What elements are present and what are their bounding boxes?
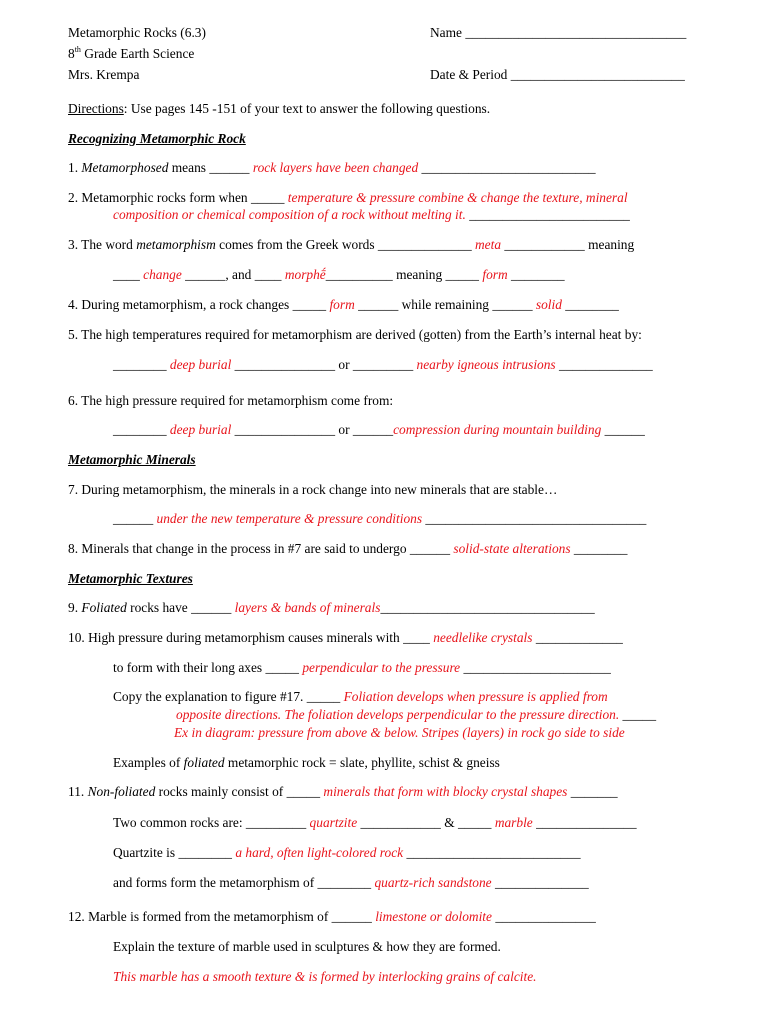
q6-answer-1[interactable]: deep burial xyxy=(169,422,232,437)
date-period-field[interactable]: Date & Period __________________________ xyxy=(430,67,685,82)
question-9 xyxy=(68,599,595,616)
q12-answer-2[interactable]: This marble has a smooth texture & is formed by interlocking grains of calcite. xyxy=(113,969,537,984)
q10-answer-1[interactable]: needlelike crystals xyxy=(433,630,533,645)
q11-text-4: Quartzite is ________ xyxy=(113,845,236,860)
q10-answer-5[interactable]: Ex in diagram: pressure from above & below. Stripes (layers) in rock go side to side xyxy=(174,725,625,740)
question-10-figure-cont xyxy=(176,706,656,723)
q12-text: 12. Marble is formed from the metamorphism of ______ xyxy=(68,909,376,924)
q1-answer[interactable]: rock layers have been changed xyxy=(252,160,419,175)
q11-number: 11. xyxy=(68,784,88,799)
q4-text: 4. During metamorphism, a rock changes _____ xyxy=(68,297,330,312)
question-12-explain: Explain the texture of marble used in sculptures & how they are formed. xyxy=(113,939,501,954)
q11-blank-2: _______________ xyxy=(532,815,637,830)
q10-text-4: Examples of xyxy=(113,755,184,770)
question-10-examples xyxy=(113,754,500,771)
q11-answer-5[interactable]: quartz-rich sandstone xyxy=(374,875,492,890)
q3-blank-2: ______, and ____ xyxy=(181,267,285,282)
question-10-axes xyxy=(113,659,611,676)
q3-answer-meta[interactable]: meta xyxy=(475,237,502,252)
q11-answer-4[interactable]: a hard, often light-colored rock xyxy=(235,845,404,860)
question-6-answer-line xyxy=(113,421,645,438)
q11-term: Non-foliated xyxy=(87,784,156,799)
q9-number: 9. xyxy=(68,600,82,615)
directions xyxy=(68,100,490,117)
q2-answer-line2[interactable]: composition or chemical composition of a rock without melting it. xyxy=(113,207,466,222)
question-7-answer-line xyxy=(113,510,646,527)
q9-answer[interactable]: layers & bands of minerals xyxy=(234,600,381,615)
q5-answer-1[interactable]: deep burial xyxy=(169,357,232,372)
q4-answer-1[interactable]: form xyxy=(329,297,355,312)
question-3-cont xyxy=(113,266,565,283)
q8-text: 8. Minerals that change in the process in #7 are said to undergo ______ xyxy=(68,541,454,556)
q9-blank: ________________________________ xyxy=(380,600,595,615)
q3-term: metamorphism xyxy=(136,237,216,252)
question-7: 7. During metamorphism, the minerals in a rock change into new minerals that are stable… xyxy=(68,482,558,497)
q4-text-2: ______ while remaining ______ xyxy=(354,297,536,312)
teacher-name: Mrs. Krempa xyxy=(68,67,140,82)
question-10 xyxy=(68,629,623,646)
section-heading-recognizing: Recognizing Metamorphic Rock xyxy=(68,131,246,146)
q10-answer-3[interactable]: Foliation develops when pressure is applied from xyxy=(343,689,608,704)
q11-blank-1: _______ xyxy=(567,784,618,799)
question-2-cont xyxy=(113,206,630,223)
q3-blank-4: ________ xyxy=(507,267,565,282)
q1-term: Metamorphosed xyxy=(81,160,169,175)
worksheet-title: Metamorphic Rocks (6.3) xyxy=(68,25,206,40)
question-8 xyxy=(68,540,627,557)
q9-text: rocks have ______ xyxy=(126,600,235,615)
grade-suffix: th xyxy=(74,44,81,54)
q3-text-2: comes from the Greek words ______________ xyxy=(215,237,476,252)
grade-number: 8 xyxy=(68,46,75,61)
q8-blank: ________ xyxy=(570,541,628,556)
question-11-forms xyxy=(113,874,589,891)
q6-blank-1: ________ xyxy=(113,422,170,437)
q6-text: _______________ or ______ xyxy=(231,422,394,437)
question-10-figure xyxy=(113,688,608,705)
section-heading-textures: Metamorphic Textures xyxy=(68,571,193,586)
q10-text-5: metamorphic rock = slate, phyllite, schist & gneiss xyxy=(224,755,500,770)
directions-text: : Use pages 145 -151 of your text to answer the following questions. xyxy=(123,101,491,116)
q1-blank: __________________________ xyxy=(418,160,596,175)
section-heading-minerals: Metamorphic Minerals xyxy=(68,452,196,467)
question-11 xyxy=(68,783,618,800)
q9-term: Foliated xyxy=(81,600,127,615)
q11-text: rocks mainly consist of _____ xyxy=(155,784,324,799)
q11-text-5: and forms form the metamorphism of ________ xyxy=(113,875,375,890)
q11-answer-1[interactable]: minerals that form with blocky crystal shapes xyxy=(323,784,568,799)
q12-answer-1[interactable]: limestone or dolomite xyxy=(375,909,492,924)
q10-answer-4[interactable]: opposite directions. The foliation develops perpendicular to the pressure direction. xyxy=(176,707,620,722)
q5-blank-2: ______________ xyxy=(555,357,653,372)
q4-answer-2[interactable]: solid xyxy=(535,297,562,312)
question-2 xyxy=(68,189,628,206)
question-5: 5. The high temperatures required for metamorphism are derived (gotten) from the Earth’s internal heat by: xyxy=(68,327,642,342)
q10-text-3: Copy the explanation to figure #17. _____ xyxy=(113,689,344,704)
q6-blank-2: ______ xyxy=(601,422,645,437)
question-3 xyxy=(68,236,634,253)
q3-text: 3. The word xyxy=(68,237,137,252)
q11-blank-3: __________________________ xyxy=(403,845,581,860)
q10-blank-3: _____ xyxy=(619,707,657,722)
directions-label: Directions xyxy=(68,101,124,116)
q5-blank-1: ________ xyxy=(113,357,170,372)
q3-blank-3: __________ meaning _____ xyxy=(325,267,483,282)
question-10-diagram xyxy=(174,724,625,741)
q4-blank: ________ xyxy=(561,297,619,312)
q1-text: means ______ xyxy=(168,160,253,175)
question-11-quartzite xyxy=(113,844,581,861)
q1-number: 1. xyxy=(68,160,82,175)
q11-answer-3[interactable]: marble xyxy=(494,815,533,830)
question-4 xyxy=(68,296,619,313)
q10-blank-1: _____________ xyxy=(532,630,623,645)
q7-blank-1: ______ xyxy=(113,511,157,526)
q11-answer-2[interactable]: quartzite xyxy=(309,815,358,830)
q8-answer[interactable]: solid-state alterations xyxy=(453,541,571,556)
q6-answer-2[interactable]: compression during mountain building xyxy=(393,422,602,437)
q11-text-2: Two common rocks are: _________ xyxy=(113,815,310,830)
q11-text-3: ____________ & _____ xyxy=(357,815,495,830)
name-field[interactable]: Name _________________________________ xyxy=(430,25,687,40)
q2-text: 2. Metamorphic rocks form when _____ xyxy=(68,190,288,205)
grade-course: Grade Earth Science xyxy=(80,46,195,61)
q5-answer-2[interactable]: nearby igneous intrusions xyxy=(416,357,556,372)
q12-blank: _______________ xyxy=(491,909,596,924)
q3-blank-1: ____ xyxy=(113,267,144,282)
q11-blank-4: ______________ xyxy=(491,875,589,890)
q5-text: _______________ or _________ xyxy=(231,357,417,372)
q10-answer-2[interactable]: perpendicular to the pressure xyxy=(302,660,461,675)
q3-answer-change[interactable]: change xyxy=(143,267,182,282)
q7-answer[interactable]: under the new temperature & pressure conditions xyxy=(156,511,423,526)
q10-text: 10. High pressure during metamorphism causes minerals with ____ xyxy=(68,630,434,645)
grade-line xyxy=(68,45,194,62)
question-6: 6. The high pressure required for metamorphism come from: xyxy=(68,393,394,408)
question-12 xyxy=(68,908,596,925)
q2-answer-line1[interactable]: temperature & pressure combine & change the texture, mineral xyxy=(287,190,628,205)
q2-blank: ________________________ xyxy=(465,207,630,222)
question-11-rocks xyxy=(113,814,637,831)
q3-text-3: ____________ meaning xyxy=(501,237,635,252)
q3-answer-form[interactable]: form xyxy=(482,267,508,282)
question-1 xyxy=(68,159,596,176)
q10-blank-2: ______________________ xyxy=(460,660,611,675)
q10-term: foliated xyxy=(183,755,225,770)
q7-blank-2: _________________________________ xyxy=(422,511,647,526)
question-5-answer-line xyxy=(113,356,653,373)
q10-text-2: to form with their long axes _____ xyxy=(113,660,303,675)
q3-answer-morphe[interactable]: morphḗ xyxy=(284,267,326,282)
